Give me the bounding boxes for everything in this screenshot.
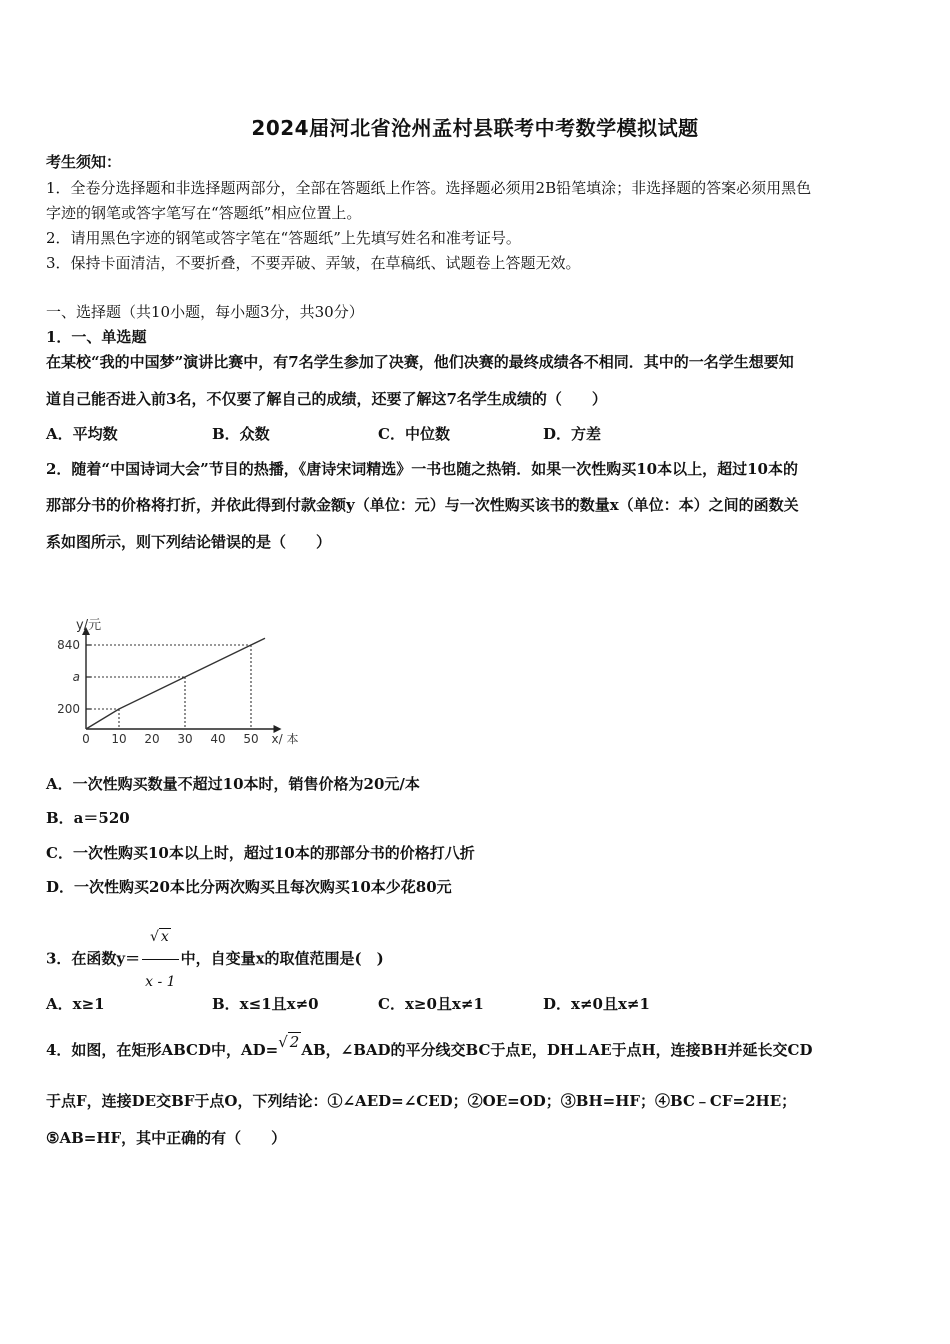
chart-series [86, 638, 265, 729]
sqrt-symbol: √ x [149, 929, 169, 945]
q1-text: 道自己能否进入前3名，不仅要了解自己的成绩，还要了解这7名学生成绩的（ ） [46, 390, 607, 408]
q3-fraction-numerator [142, 915, 178, 960]
section-subheading: 1．一、单选题 [46, 328, 147, 346]
q2-text: 系如图所示，则下列结论错误的是（ ） [46, 533, 332, 551]
q3-suffix: 中，自变量x的取值范围是( ) [180, 949, 384, 968]
q2-option-d: D．一次性购买20本比分两次购买且每次购买10本少花80元 [46, 878, 452, 896]
notice-item: 3．保持卡面清洁，不要折叠，不要弄破、弄皱，在草稿纸、试题卷上答题无效。 [46, 254, 581, 272]
q3-option-c: C．x≥0且x≠1 [378, 995, 484, 1013]
q3-fraction-denominator: x - 1 [145, 974, 176, 990]
q4-prefix: 4．如图，在矩形ABCD中，AD= [46, 1041, 279, 1059]
q1-text: 在某校“我的中国梦”演讲比赛中，有7名学生参加了决赛，他们决赛的最终成绩各不相同．其中的一名学生想要知 [46, 353, 794, 371]
q1-option-b: B．众数 [212, 425, 270, 443]
y-axis-label: y/元 [76, 618, 102, 633]
notice-heading: 考生须知： [46, 153, 122, 171]
x-tick-label: 0 [82, 732, 90, 746]
q4-text [46, 1033, 813, 1060]
page-title: 2024届河北省沧州孟村县联考中考数学模拟试题 [251, 116, 699, 140]
q4-suffix: AB，∠BAD的平分线交BC于点E，DH⊥AE于点H，连接BH并延长交CD [301, 1041, 813, 1059]
q2-text: 那部分书的价格将打折，并依此得到付款金额y（单位：元）与一次性购买该书的数量x（单位：本）之间的函数关 [46, 496, 799, 514]
q2-option-a: A．一次性购买数量不超过10本时，销售价格为20元/本 [46, 775, 420, 793]
q1-option-c: C．中位数 [378, 425, 450, 443]
q1-option-a: A．平均数 [46, 425, 118, 443]
series-line [86, 638, 265, 729]
notice-item: 字迹的钢笔或答字笔写在“答题纸”相应位置上。 [46, 204, 362, 222]
notice-item: 1．全卷分选择题和非选择题两部分，全部在答题纸上作答。选择题必须用2B铅笔填涂；非选择题的答案必须用黑色 [46, 179, 812, 197]
q3-prefix: 3．在函数y＝ [46, 949, 141, 968]
q3-option-b: B．x≤1且x≠0 [212, 995, 319, 1013]
x-tick-label: 30 [177, 732, 193, 746]
q2-option-c: C．一次性购买10本以上时，超过10本的那部分书的价格打八折 [46, 844, 475, 862]
y-tick-label: 840 [57, 638, 80, 652]
q4-text: 于点F，连接DE交BF于点O，下列结论：①∠AED=∠CED；②OE=OD；③BH=HF；④BC﹣CF=2HE； [46, 1092, 797, 1110]
x-tick-label: 50 [243, 732, 259, 746]
chart-axes [82, 627, 282, 733]
q2-option-b: B．a＝520 [46, 809, 130, 827]
y-tick-label: 200 [57, 702, 80, 716]
y-tick-label: a [72, 670, 80, 684]
section-heading: 一、选择题（共10小题，每小题3分，共30分） [46, 303, 364, 321]
q2-text: 2．随着“中国诗词大会”节目的热播，《唐诗宋词精选》一书也随之热销．如果一次性购买10本以上，超过10本的 [46, 460, 798, 478]
q4-text: ⑤AB=HF，其中正确的有（ ） [46, 1129, 287, 1147]
x-tick-label: 20 [144, 732, 160, 746]
q3-radicand: x [160, 929, 169, 945]
chart-labels [57, 618, 298, 746]
q4-radicand: 2 [289, 1033, 300, 1051]
x-tick-label: 40 [210, 732, 226, 746]
q2-function-graph [40, 565, 310, 755]
notice-item: 2．请用黑色字迹的钢笔或答字笔在“答题纸”上先填写姓名和准考证号。 [46, 229, 521, 247]
q3-text [46, 915, 384, 1004]
q3-option-d: D．x≠0且x≠1 [543, 995, 650, 1013]
x-tick-label: 10 [111, 732, 127, 746]
x-axis-label: x/ 本 [271, 732, 299, 746]
q4-sqrt: √ 2 [278, 1033, 300, 1051]
q3-option-a: A．x≥1 [46, 995, 105, 1013]
q3-fraction [142, 915, 178, 1004]
q1-option-d: D．方差 [543, 425, 602, 443]
